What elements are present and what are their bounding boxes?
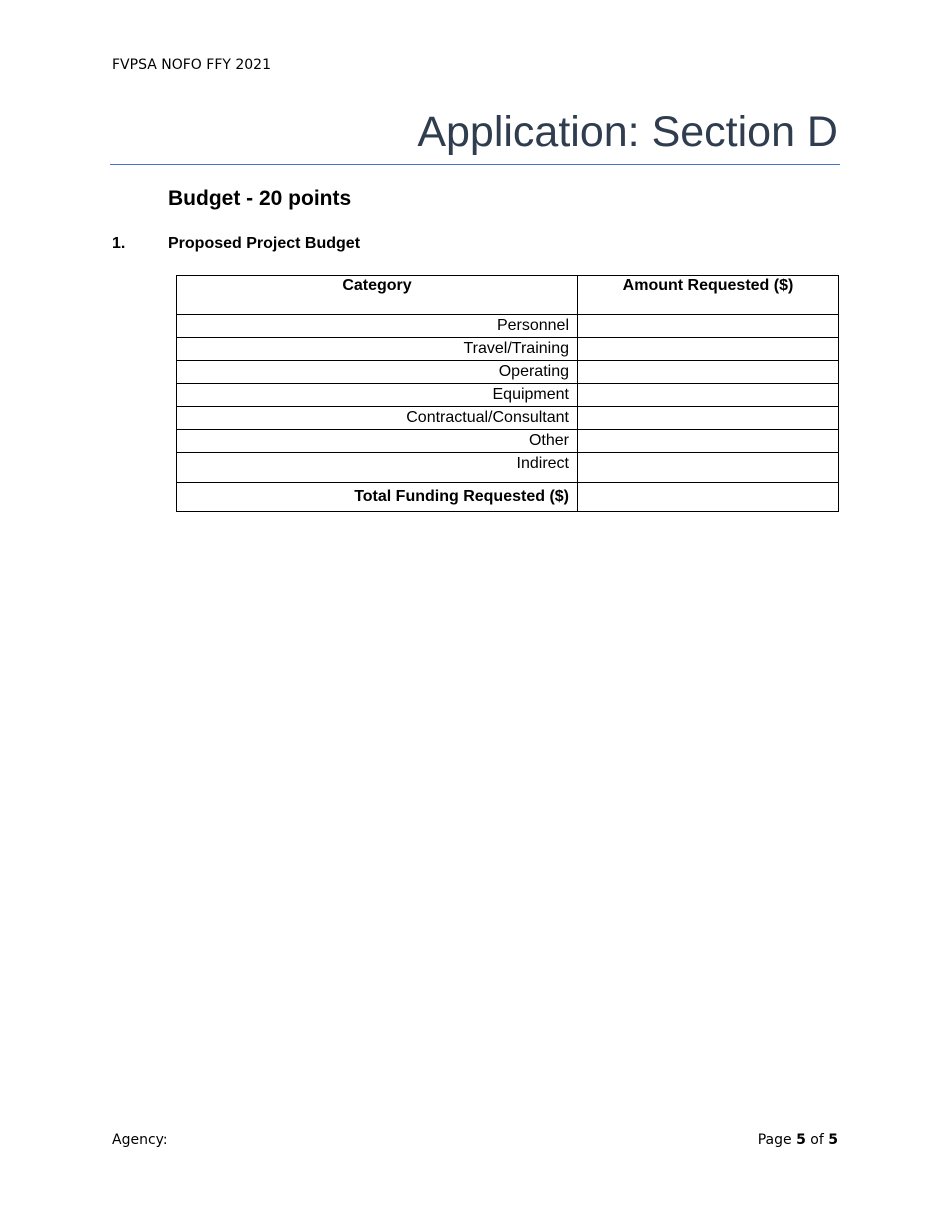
table-row (177, 407, 839, 430)
category-cell: Travel/Training (177, 338, 578, 361)
total-row (177, 483, 839, 512)
category-cell: Personnel (177, 315, 578, 338)
running-header: FVPSA NOFO FFY 2021 (112, 57, 271, 73)
total-label-cell: Total Funding Requested ($) (177, 483, 578, 512)
item-number: 1. (112, 235, 126, 252)
page-current: 5 (796, 1132, 806, 1148)
total-amount-cell[interactable] (578, 483, 839, 512)
table-row (177, 315, 839, 338)
table-row (177, 361, 839, 384)
title-divider (110, 164, 840, 165)
category-cell: Contractual/Consultant (177, 407, 578, 430)
page-of: of (810, 1132, 824, 1148)
amount-cell[interactable] (578, 384, 839, 407)
category-cell: Other (177, 430, 578, 453)
page-prefix: Page (757, 1132, 792, 1148)
category-cell: Operating (177, 361, 578, 384)
amount-cell[interactable] (578, 407, 839, 430)
column-header-category: Category (177, 276, 578, 315)
amount-cell[interactable] (578, 361, 839, 384)
table-row (177, 453, 839, 483)
table-row (177, 430, 839, 453)
budget-table (176, 275, 839, 512)
table-row (177, 384, 839, 407)
category-cell: Indirect (177, 453, 578, 483)
footer-page-number (758, 1132, 838, 1148)
amount-cell[interactable] (578, 315, 839, 338)
item-title: Proposed Project Budget (168, 235, 361, 252)
amount-cell[interactable] (578, 338, 839, 361)
category-cell: Equipment (177, 384, 578, 407)
table-header-row (177, 276, 839, 315)
page-total: 5 (828, 1132, 838, 1148)
section-title: Application: Section D (417, 108, 838, 156)
budget-heading: Budget - 20 points (168, 187, 352, 210)
amount-cell[interactable] (578, 430, 839, 453)
amount-cell[interactable] (578, 453, 839, 483)
column-header-amount: Amount Requested ($) (578, 276, 839, 315)
footer-agency-label: Agency: (112, 1132, 168, 1148)
table-row (177, 338, 839, 361)
